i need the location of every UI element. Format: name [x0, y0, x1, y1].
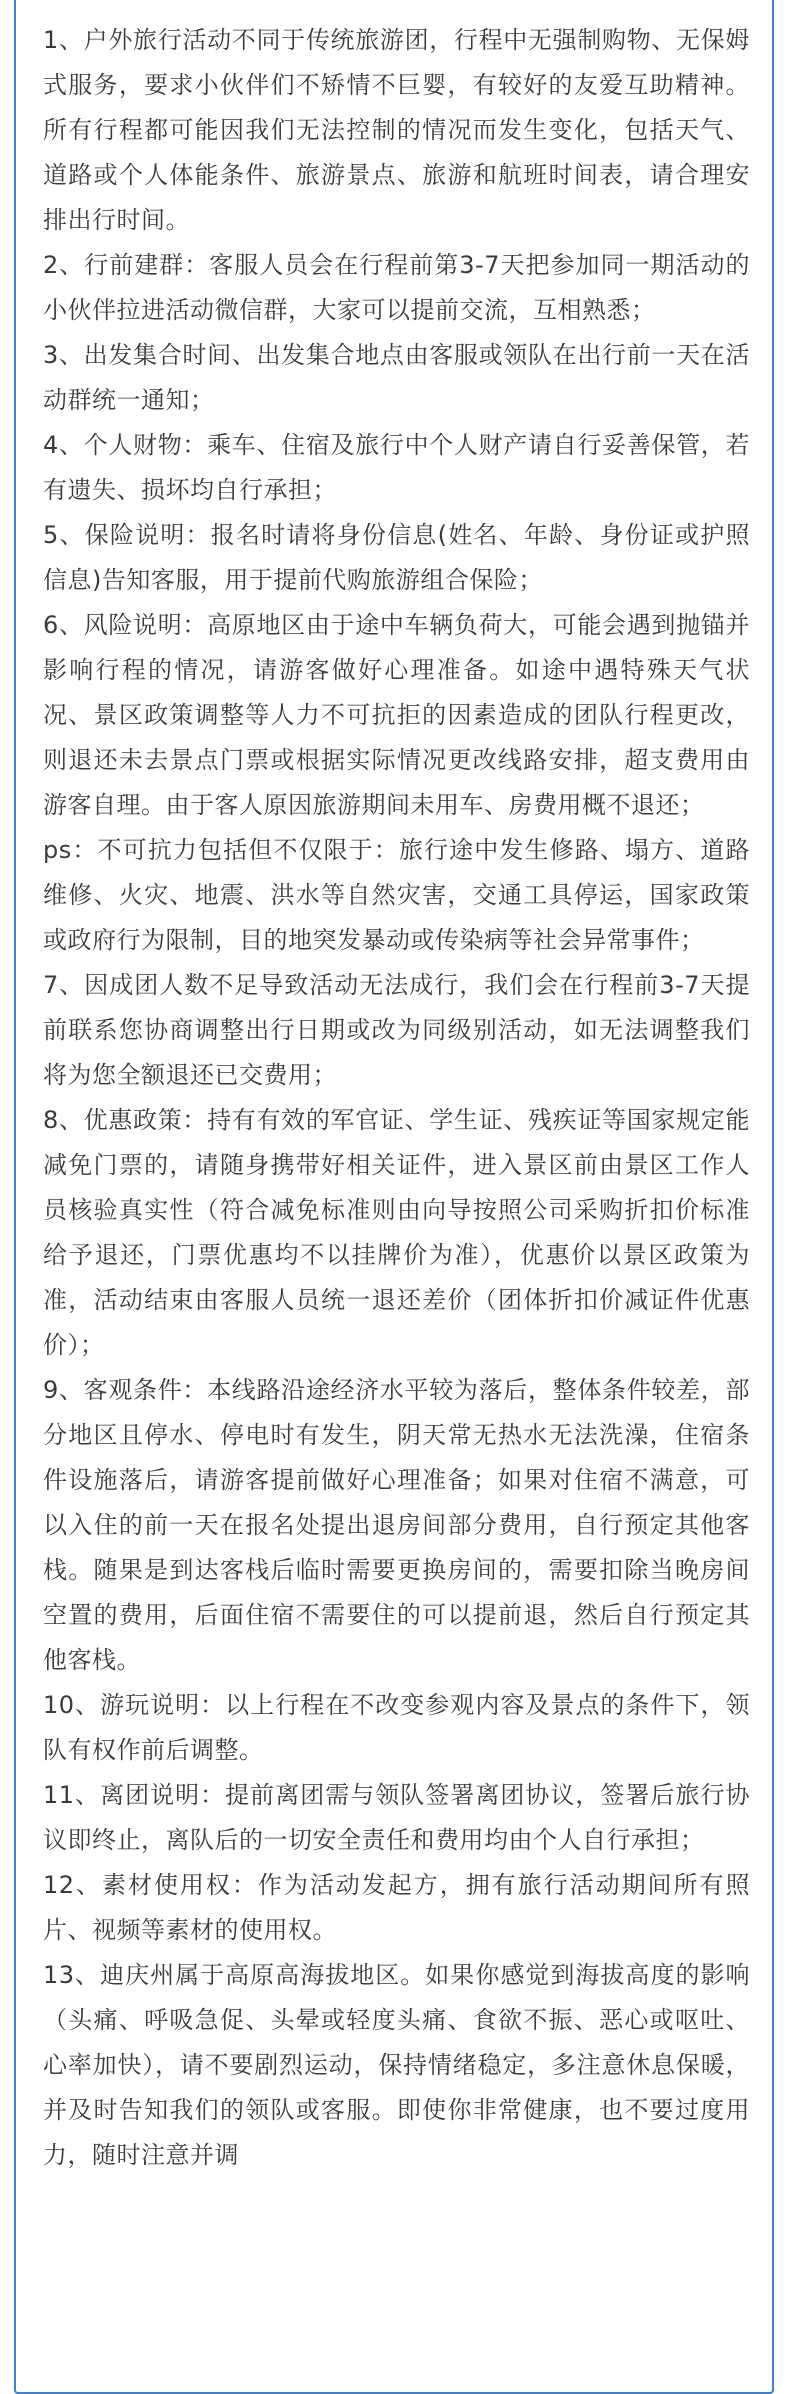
- notice-item-9: 9、客观条件：本线路沿途经济水平较为落后，整体条件较差，部分地区且停水、停电时有发生，阴天常无热水无法洗澡，住宿条件设施落后，请游客提前做好心理准备；如果对住宿不满意，可以入住的前一天在报名处提出退房间部分费用，自行预定其他客栈。随果是到达客栈后临时需要更换房间的，需要扣除当晚房间空置的费用，后面住宿不需要住的可以提前退，然后自行预定其他客栈。: [43, 1376, 750, 1674]
- notice-item-11: 11、离团说明：提前离团需与领队签署离团协议，签署后旅行协议即终止，离队后的一切安全责任和费用均由个人自行承担；: [43, 1781, 750, 1854]
- notice-item-6: 6、风险说明：高原地区由于途中车辆负荷大，可能会遇到抛锚并影响行程的情况，请游客做好心理准备。如途中遇特殊天气状况、景区政策调整等人力不可抗拒的因素造成的团队行程更改，则退还未去景点门票或根据实际情况更改线路安排，超支费用由游客自理。由于客人原因旅游期间未用车、房费用概不退还；: [43, 611, 750, 819]
- notice-item-10: 10、游玩说明：以上行程在不改变参观内容及景点的条件下，领队有权作前后调整。: [43, 1691, 750, 1764]
- notice-item-13: 13、迪庆州属于高原高海拔地区。如果你感觉到海拔高度的影响（头痛、呼吸急促、头晕或轻度头痛、食欲不振、恶心或呕吐、心率加快），请不要剧烈运动，保持情绪稳定，多注意休息保暖，并及时告知我们的领队或客服。即使你非常健康，也不要过度用力，随时注意并调: [43, 1961, 750, 2169]
- notice-item-ps: ps：不可抗力包括但不仅限于：旅行途中发生修路、塌方、道路维修、火灾、地震、洪水等自然灾害，交通工具停运，国家政策或政府行为限制，目的地突发暴动或传染病等社会异常事件；: [43, 836, 750, 954]
- notice-item-5: 5、保险说明：报名时请将身份信息(姓名、年龄、身份证或护照信息)告知客服，用于提前代购旅游组合保险；: [43, 521, 750, 594]
- notice-item-4: 4、个人财物：乘车、住宿及旅行中个人财产请自行妥善保管，若有遗失、损坏均自行承担；: [43, 431, 750, 504]
- notice-item-8: 8、优惠政策：持有有效的军官证、学生证、残疾证等国家规定能减免门票的，请随身携带好相关证件，进入景区前由景区工作人员核验真实性（符合减免标准则由向导按照公司采购折扣价标准给予退还，门票优惠均不以挂牌价为准），优惠价以景区政策为准，活动结束由客服人员统一退还差价（团体折扣价减证件优惠价）；: [43, 1106, 750, 1359]
- notice-panel: [14, 0, 774, 2394]
- notice-item-12: 12、素材使用权：作为活动发起方，拥有旅行活动期间所有照片、视频等素材的使用权。: [43, 1871, 750, 1944]
- notice-item-3: 3、出发集合时间、出发集合地点由客服或领队在出行前一天在活动群统一通知；: [43, 341, 750, 414]
- notice-item-7: 7、因成团人数不足导致活动无法成行，我们会在行程前3-7天提前联系您协商调整出行日期或改为同级别活动，如无法调整我们将为您全额退还已交费用；: [43, 971, 750, 1089]
- notice-item-1: 1、户外旅行活动不同于传统旅游团，行程中无强制购物、无保姆式服务，要求小伙伴们不矫情不巨婴，有较好的友爱互助精神。所有行程都可能因我们无法控制的情况而发生变化，包括天气、道路或个人体能条件、旅游景点、旅游和航班时间表，请合理安排出行时间。: [43, 26, 750, 234]
- notice-item-2: 2、行前建群：客服人员会在行程前第3-7天把参加同一期活动的小伙伴拉进活动微信群，大家可以提前交流，互相熟悉；: [43, 251, 750, 324]
